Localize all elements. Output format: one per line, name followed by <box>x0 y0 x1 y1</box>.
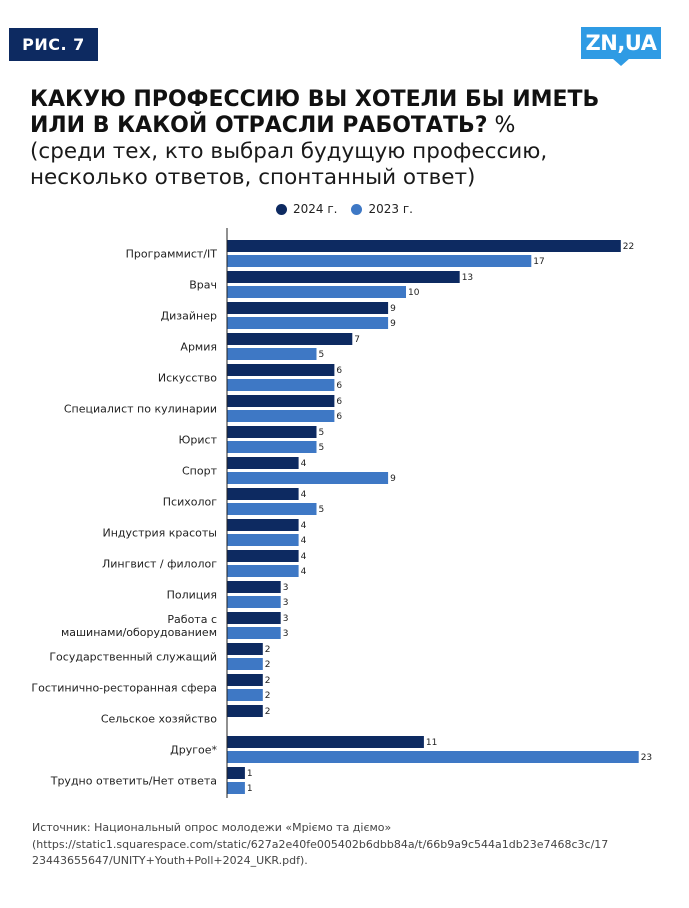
data-label: 5 <box>318 505 325 515</box>
data-label: 17 <box>533 257 545 267</box>
legend-item-2023 <box>351 202 412 216</box>
bar-2024 <box>227 581 281 593</box>
bar-2024 <box>227 395 334 407</box>
data-label: 5 <box>318 350 325 360</box>
category-label: Дизайнер <box>160 309 217 323</box>
bar-2024 <box>227 550 299 562</box>
source-line-2: (https://static1.squarespace.com/static/627a2e40fe005402b6dbb84a/t/66b9a9c544a1db23e7468c3c/17 <box>32 837 609 851</box>
bar-2024 <box>227 767 245 779</box>
data-label: 3 <box>282 629 289 639</box>
data-label: 2 <box>264 691 271 701</box>
title-line-1: КАКУЮ ПРОФЕССИЮ ВЫ ХОТЕЛИ БЫ ИМЕТЬ <box>30 87 600 112</box>
category-label: Гостинично-ресторанная сфера <box>31 681 217 695</box>
data-label: 4 <box>300 536 307 546</box>
category-label: Специалист по кулинарии <box>63 402 217 416</box>
data-label: 5 <box>318 443 325 453</box>
data-label: 4 <box>300 490 307 500</box>
figure-label: РИС. 7 <box>9 28 98 61</box>
subtitle-line-2: несколько ответов, спонтанный ответ) <box>30 165 476 190</box>
data-label: 4 <box>300 521 307 531</box>
legend-label-2024: 2024 г. <box>293 202 338 216</box>
bar-2023 <box>227 627 281 639</box>
data-label: 2 <box>264 707 271 717</box>
category-label: Лингвист / филолог <box>101 557 217 571</box>
bar-2024 <box>227 271 460 283</box>
data-label: 2 <box>264 660 271 670</box>
bar-2023 <box>227 503 317 515</box>
title-line-2 <box>30 113 670 139</box>
data-label: 1 <box>246 769 253 779</box>
data-label: 13 <box>461 273 474 283</box>
data-label: 23 <box>640 753 653 763</box>
bar-2024 <box>227 488 299 500</box>
source-note <box>32 820 662 870</box>
data-label: 2 <box>264 645 271 655</box>
bar-2023 <box>227 534 299 546</box>
category-label: Другое* <box>170 743 217 757</box>
data-label: 2 <box>264 676 271 686</box>
data-label: 3 <box>282 614 289 624</box>
data-label: 10 <box>408 288 420 298</box>
data-label: 22 <box>622 242 635 252</box>
bar-2024 <box>227 612 281 624</box>
bar-2024 <box>227 705 263 717</box>
bar-2023 <box>227 255 531 267</box>
legend-swatch-2023 <box>351 204 362 215</box>
category-label: Спорт <box>182 464 217 478</box>
bar-2024 <box>227 302 388 314</box>
legend-swatch-2024 <box>276 204 287 215</box>
category-label: Психолог <box>162 495 217 509</box>
category-label: Врач <box>189 278 217 292</box>
data-label: 5 <box>318 428 325 438</box>
data-label: 7 <box>354 335 361 345</box>
source-line-1: Источник: Национальный опрос молодежи «Мріємо та діємо» <box>32 821 392 834</box>
bar-2024 <box>227 519 299 531</box>
bar-2023 <box>227 689 263 701</box>
category-label: Программист/IT <box>125 247 217 261</box>
title-unit: % <box>487 113 516 138</box>
category-label: Индустрия красоты <box>102 526 217 540</box>
data-label: 3 <box>282 598 289 608</box>
data-label: 6 <box>336 366 343 376</box>
bar-2024 <box>227 674 263 686</box>
data-label: 6 <box>336 381 343 391</box>
category-label: Сельское хозяйство <box>100 712 217 726</box>
bar-2023 <box>227 472 388 484</box>
category-label: Полиция <box>166 588 217 602</box>
category-label: Искусство <box>157 371 217 385</box>
bar-2024 <box>227 457 299 469</box>
bar-2023 <box>227 441 317 453</box>
data-label: 4 <box>300 459 307 469</box>
brand-logo[interactable]: ZN,UA <box>581 27 661 59</box>
bar-2023 <box>227 596 281 608</box>
legend-label-2023: 2023 г. <box>368 202 413 216</box>
data-label: 6 <box>336 397 343 407</box>
bar-2023 <box>227 379 334 391</box>
bar-2023 <box>227 782 245 794</box>
data-label: 6 <box>336 412 343 422</box>
bar-2024 <box>227 333 352 345</box>
data-label: 4 <box>300 567 307 577</box>
legend-item-2024 <box>276 202 337 216</box>
source-line-3: 23443655647/UNITY+Youth+Poll+2024_UKR.pdf). <box>32 854 308 867</box>
bar-2023 <box>227 565 299 577</box>
subtitle-line-1: (среди тех, кто выбрал будущую профессию, <box>30 139 548 164</box>
category-label: Государственный служащий <box>49 650 217 664</box>
legend <box>276 200 413 218</box>
bar-2024 <box>227 736 424 748</box>
bar-2023 <box>227 658 263 670</box>
category-label: Работа с <box>167 613 217 626</box>
data-label: 3 <box>282 583 289 593</box>
data-label: 9 <box>390 319 396 329</box>
data-label: 9 <box>390 474 396 484</box>
bar-2023 <box>227 410 334 422</box>
bar-2024 <box>227 240 621 252</box>
bar-2024 <box>227 364 334 376</box>
title-question: ИЛИ В КАКОЙ ОТРАСЛИ РАБОТАТЬ? <box>30 113 488 138</box>
bar-2023 <box>227 317 388 329</box>
bar-2024 <box>227 643 263 655</box>
category-label: Юрист <box>178 433 217 447</box>
brand-logo-pointer <box>612 58 630 66</box>
data-label: 9 <box>390 304 396 314</box>
bar-2023 <box>227 348 317 360</box>
bar-2023 <box>227 286 406 298</box>
category-label: Армия <box>180 340 217 354</box>
category-label: Трудно ответить/Нет ответа <box>50 774 217 788</box>
chart-title <box>30 87 670 191</box>
bar-2024 <box>227 426 317 438</box>
data-label: 11 <box>425 738 438 748</box>
category-label: машинами/оборудованием <box>60 626 217 639</box>
bar-2023 <box>227 751 639 763</box>
data-label: 1 <box>246 784 253 794</box>
data-label: 4 <box>300 552 307 562</box>
bar-chart <box>0 228 689 803</box>
